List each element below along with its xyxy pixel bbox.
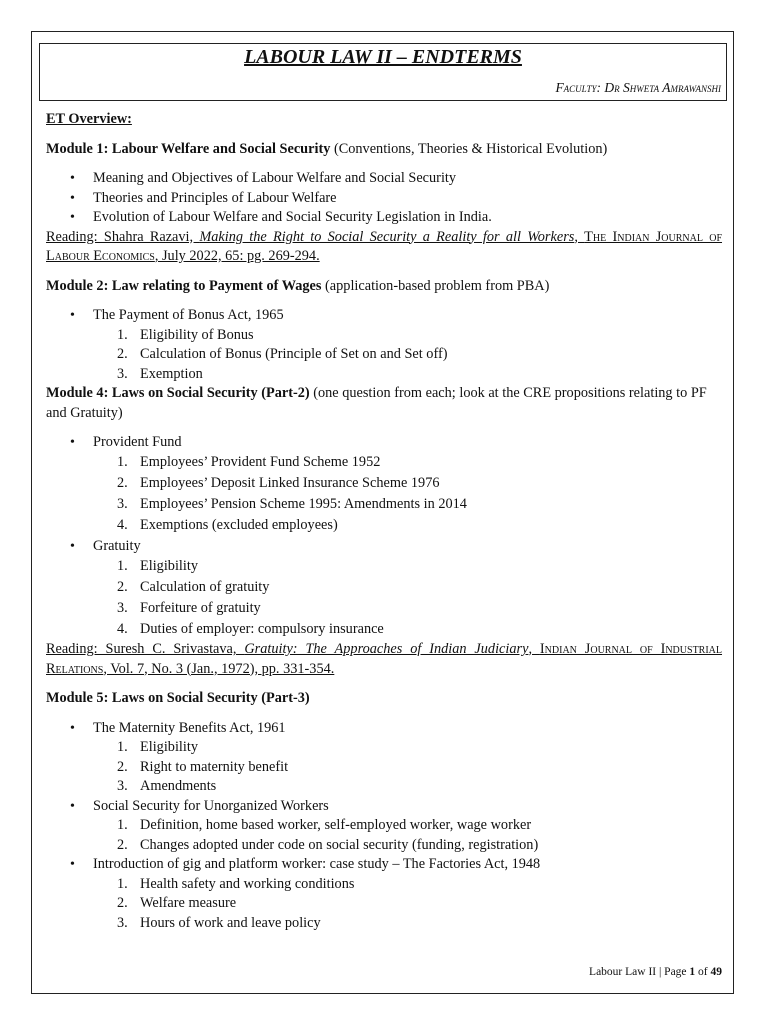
module4-subtitle: (one question from each; look at the CRE propositions relating to PF and Gratuity) <box>46 385 707 421</box>
page-footer <box>589 966 722 978</box>
module1-reading <box>46 228 722 267</box>
sub-list-item: 4. Duties of employer: compulsory insurance <box>117 621 384 637</box>
sub-list-item: 2. Right to maternity benefit <box>117 758 289 775</box>
sub-list <box>93 453 722 536</box>
sub-list <box>93 875 722 934</box>
footer-of-word: of <box>698 966 708 978</box>
reading-prefix: Reading: Shahra Razavi, <box>46 228 200 245</box>
faculty-line: Faculty: Dr Shweta Amrawanshi <box>555 80 721 95</box>
sub-list-item: 3. Employees’ Pension Scheme 1995: Amendments in 2014 <box>117 495 467 512</box>
sub-list-item-text: Employees’ Provident Fund Scheme 1952 <box>140 453 381 470</box>
list-item <box>46 797 722 856</box>
overview-heading: ET Overview: <box>46 111 132 127</box>
footer-separator: | <box>658 966 662 978</box>
reading-journal: The Indian Journal of Labour Economics <box>46 228 723 264</box>
document-body <box>46 110 722 933</box>
sub-list-item-text: Eligibility <box>140 739 198 755</box>
sub-list-item-text: Welfare measure <box>140 895 237 911</box>
list-item-label: Gratuity <box>93 537 141 554</box>
sub-list <box>93 738 722 797</box>
module2-heading <box>46 277 722 297</box>
reading-sep: , <box>528 641 540 657</box>
sub-list-item: 3. Forfeiture of gratuity <box>117 600 261 616</box>
module2-subtitle: (application-based problem from PBA) <box>325 277 550 294</box>
list-item <box>46 537 722 641</box>
module5-title: Module 5: Laws on Social Security (Part-3) <box>46 690 310 706</box>
sub-list-item-text: Calculation of Bonus (Principle of Set on and Set off) <box>140 346 448 362</box>
module4-title: Module 4: Laws on Social Security (Part-2) <box>46 385 310 401</box>
sub-list-item: 1. Eligibility <box>117 558 198 574</box>
module1-subtitle: (Conventions, Theories & Historical Evolution) <box>333 140 608 157</box>
sub-list <box>93 326 722 385</box>
sub-list-item: 2. Calculation of gratuity <box>117 579 270 595</box>
sub-list-item: 1. Eligibility <box>117 739 198 755</box>
reading-journal: Indian Journal of Industrial Relations <box>46 641 723 677</box>
document-title: LABOUR LAW II – ENDTERMS <box>244 46 522 68</box>
sub-list-item: 1. Health safety and working conditions <box>117 875 355 892</box>
list-item-label: Introduction of gig and platform worker: case study – The Factories Act, 1948 <box>93 856 541 872</box>
sub-list-item-text: Forfeiture of gratuity <box>140 600 261 616</box>
sub-list-item: 1. Employees’ Provident Fund Scheme 1952 <box>117 453 381 470</box>
reading-suffix: , Vol. 7, No. 3 (Jan., 1972), pp. 331-354. <box>103 660 335 677</box>
module5-list <box>46 719 722 934</box>
sub-list-item-text: Eligibility of Bonus <box>140 326 254 343</box>
sub-list-item-text: Definition, home based worker, self-employed worker, wage worker <box>140 817 532 833</box>
sub-list-item: 1. Definition, home based worker, self-employed worker, wage worker <box>117 817 532 833</box>
module1-heading <box>46 140 722 160</box>
sub-list-item-text: Exemption <box>140 365 203 382</box>
sub-list-item: 2. Welfare measure <box>117 895 237 911</box>
footer-page-number: 1 <box>689 966 696 978</box>
sub-list-item: 4. Exemptions (excluded employees) <box>117 516 338 533</box>
sub-list-item: 2. Calculation of Bonus (Principle of Set on and Set off) <box>117 346 448 362</box>
list-item <box>46 719 722 797</box>
module1-list <box>46 169 722 228</box>
reading-sep: , <box>574 228 585 245</box>
list-item <box>46 855 722 933</box>
module2-list <box>46 306 722 384</box>
sub-list-item: 3. Exemption <box>117 365 203 382</box>
sub-list <box>93 816 722 855</box>
reading-title: Gratuity: The Approaches of Indian Judiciary <box>244 641 529 657</box>
reading-title: Making the Right to Social Security a Reality for all Workers <box>199 228 575 245</box>
footer-doc-name: Labour Law II <box>589 966 657 978</box>
sub-list-item-text: Employees’ Pension Scheme 1995: Amendments in 2014 <box>140 495 467 512</box>
list-item-label: Social Security for Unorganized Workers <box>93 797 329 814</box>
sub-list-item-text: Duties of employer: compulsory insurance <box>140 621 384 637</box>
module4-list <box>46 433 722 640</box>
sub-list-item: 2. Changes adopted under code on social security (funding, registration) <box>117 836 539 853</box>
title-box <box>39 43 727 101</box>
list-item-label: Provident Fund <box>93 434 182 450</box>
sub-list-item: 1. Eligibility of Bonus <box>117 326 254 343</box>
sub-list-item-text: Health safety and working conditions <box>140 875 355 892</box>
module1-title: Module 1: Labour Welfare and Social Security <box>46 140 331 157</box>
list-item-label: The Payment of Bonus Act, 1965 <box>93 307 284 323</box>
sub-list-item: 2. Employees’ Deposit Linked Insurance Scheme 1976 <box>117 474 440 491</box>
list-item: • Meaning and Objectives of Labour Welfare and Social Security <box>46 169 722 189</box>
sub-list <box>93 556 722 640</box>
sub-list-item: 3. Amendments <box>117 778 217 794</box>
list-item: • Theories and Principles of Labour Welfare <box>46 189 722 209</box>
footer-total-pages: 49 <box>710 966 722 978</box>
sub-list-item-text: Changes adopted under code on social security (funding, registration) <box>140 836 539 853</box>
sub-list-item-text: Right to maternity benefit <box>140 758 289 775</box>
list-item-label: The Maternity Benefits Act, 1961 <box>93 719 286 736</box>
sub-list-item-text: Hours of work and leave policy <box>140 914 321 931</box>
module5-heading <box>46 689 722 709</box>
footer-page-word: Page <box>664 966 687 978</box>
reading-suffix: , July 2022, 65: pg. 269-294. <box>154 248 320 264</box>
sub-list-item-text: Eligibility <box>140 558 198 574</box>
sub-list-item-text: Amendments <box>140 778 217 794</box>
sub-list-item-text: Employees’ Deposit Linked Insurance Scheme 1976 <box>140 474 440 491</box>
list-item <box>46 433 722 535</box>
sub-list-item-text: Calculation of gratuity <box>140 579 270 595</box>
sub-list-item: 3. Hours of work and leave policy <box>117 914 321 931</box>
list-item <box>46 306 722 384</box>
list-item: • Evolution of Labour Welfare and Social Security Legislation in India. <box>46 208 722 228</box>
reading-prefix: Reading: Suresh C. Srivastava, <box>46 641 245 657</box>
module4-reading <box>46 640 722 679</box>
module4-heading <box>46 384 722 423</box>
sub-list-item-text: Exemptions (excluded employees) <box>140 516 338 533</box>
module2-title: Module 2: Law relating to Payment of Wages <box>46 277 322 294</box>
